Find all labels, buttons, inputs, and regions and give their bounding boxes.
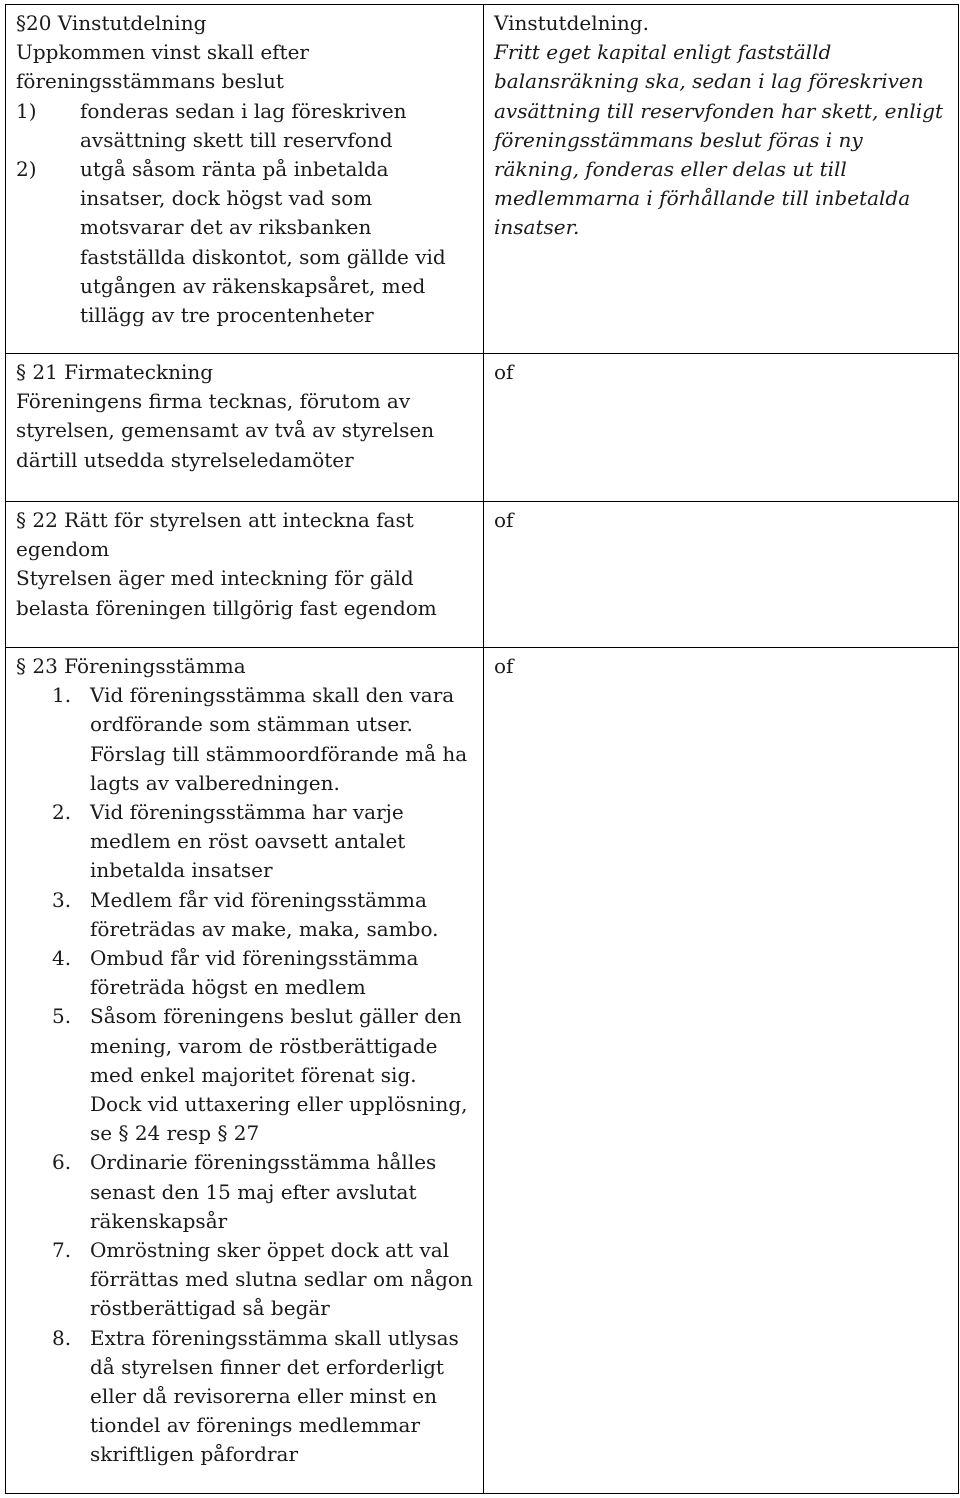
numbered-list	[16, 97, 473, 331]
list-item	[16, 1148, 473, 1236]
bylaws-comparison-table	[5, 4, 959, 1494]
list-item-text: Vid föreningsstämma skall den vara ordförande som stämman utser. Förslag till stämmoordförande må ha lagts av valberedningen.	[90, 683, 468, 795]
intro-line: Uppkommen vinst skall efter	[16, 40, 309, 65]
right-text: Fritt eget kapital enligt fastställd balansräkning ska, sedan i lag föreskriven avsättning till reservfonden har skett, enligt föreningsstämmans beslut föras i ny räkning, fonderas eller delas ut till medlemmarna i förhållande till inbetalda insatser.	[494, 40, 944, 240]
list-item-number: 6.	[52, 1150, 72, 1175]
list-item-text: Såsom föreningens beslut gäller den mening, varom de röstberättigade med enkel majoritet förenat sig. Dock vid uttaxering eller upplösning, se § 24 resp § 27	[90, 1004, 468, 1146]
left-cell-section-22	[6, 502, 484, 648]
table-row	[6, 648, 959, 1494]
list-item	[16, 798, 473, 886]
section-body: Styrelsen äger med inteckning för gäld belasta föreningen tillgörig fast egendom	[16, 566, 437, 620]
list-item-text: fonderas sedan i lag föreskriven avsättning skett till reservfond	[80, 98, 407, 152]
table-row	[6, 502, 959, 648]
list-item	[16, 681, 473, 798]
left-cell-section-21	[6, 354, 484, 502]
left-cell-section-20	[6, 5, 484, 354]
list-item-text: Vid föreningsstämma har varje medlem en röst oavsett antalet inbetalda insatser	[90, 800, 406, 883]
list-item-text: Omröstning sker öppet dock att val förrättas med slutna sedlar om någon röstberättigad så begär	[90, 1238, 473, 1321]
table-row	[6, 5, 959, 354]
list-item-number: 5.	[52, 1004, 72, 1029]
list-item-text: utgå såsom ränta på inbetalda insatser, dock högst vad som motsvarar det av riksbanken fastställda diskontot, som gällde vid utgången av räkenskapsåret, med tillägg av tre procentenheter	[80, 157, 446, 328]
right-cell-section-23	[484, 648, 959, 1494]
right-cell-section-22	[484, 502, 959, 648]
list-item-number: 2.	[52, 800, 72, 825]
list-item	[16, 155, 473, 330]
list-item-number: 4.	[52, 946, 72, 971]
table-row	[6, 354, 959, 502]
list-item-number: 7.	[52, 1238, 72, 1263]
right-cell-section-21	[484, 354, 959, 502]
list-item	[16, 1324, 473, 1470]
numbered-list	[16, 681, 473, 1469]
right-heading: Vinstutdelning.	[494, 11, 649, 35]
right-cell-section-20	[484, 5, 959, 354]
list-item-text: Ordinarie föreningsstämma hålles senast den 15 maj efter avslutat räkenskapsår	[90, 1150, 437, 1233]
intro-line: föreningsstämmans beslut	[16, 69, 284, 94]
list-item	[16, 1002, 473, 1148]
list-item	[16, 944, 473, 1002]
list-item-text: Medlem får vid föreningsstämma företrädas av make, maka, sambo.	[90, 887, 439, 941]
section-body: Föreningens firma tecknas, förutom av styrelsen, gemensamt av två av styrelsen därtill utsedda styrelseledamöter	[16, 389, 435, 472]
left-cell-section-23	[6, 648, 484, 1494]
list-item-text: Extra föreningsstämma skall utlysas då styrelsen finner det erforderligt eller då revisorerna eller minst en tiondel av förenings medlemmar skriftligen påfordrar	[90, 1325, 459, 1467]
right-text: of	[494, 654, 514, 678]
list-item	[16, 97, 473, 155]
right-text: of	[494, 508, 514, 532]
list-item-number: 1.	[52, 683, 72, 708]
list-item-number: 3.	[52, 887, 72, 912]
right-text: of	[494, 360, 514, 384]
section-heading: § 21 Firmateckning	[16, 360, 214, 384]
section-heading: § 22 Rätt för styrelsen att inteckna fast egendom	[16, 508, 414, 562]
list-item-text: Ombud får vid föreningsstämma företräda högst en medlem	[90, 946, 419, 1000]
section-heading: §20 Vinstutdelning	[16, 11, 207, 35]
list-item-number: 1)	[16, 98, 37, 123]
list-item-number: 8.	[52, 1325, 72, 1350]
section-heading: § 23 Föreningsstämma	[16, 654, 246, 678]
list-item	[16, 886, 473, 944]
list-item	[16, 1236, 473, 1324]
list-item-number: 2)	[16, 157, 37, 182]
